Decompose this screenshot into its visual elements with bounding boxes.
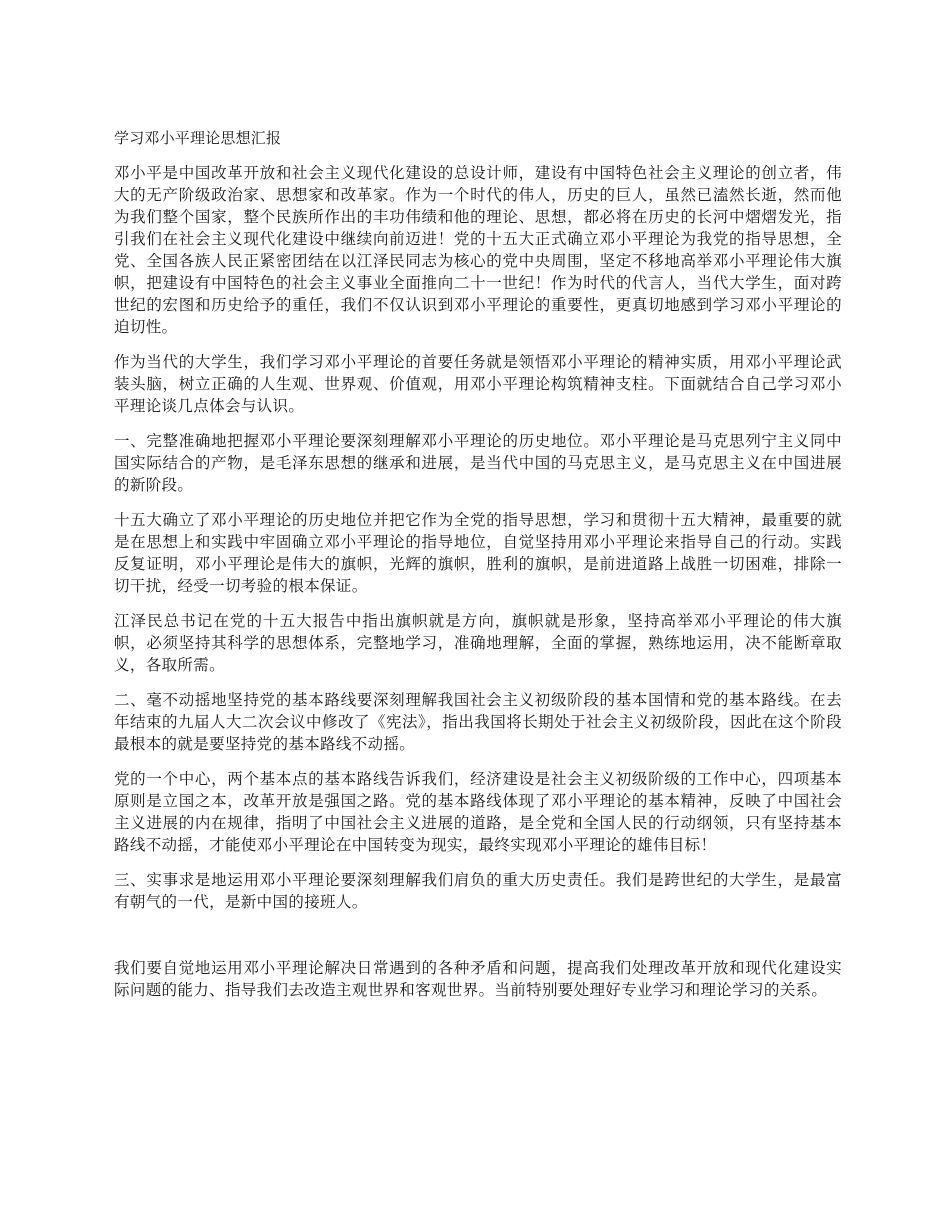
paragraph-fifteenth-congress: 十五大确立了邓小平理论的历史地位并把它作为全党的指导思想，学习和贯彻十五大精神，最重要的就是在思想上和实践中牢固确立邓小平理论的指导地位，自觉坚持用邓小平理论来指导自己的行动。实践反复证明，邓小平理论是伟大的旗帜，光辉的旗帜，胜利的旗帜，是前进道路上战胜一切困难，排除一切干扰，经受一切考验的根本保证。 <box>114 511 842 595</box>
paragraph-conclusion: 我们要自觉地运用邓小平理论解决日常遇到的各种矛盾和问题，提高我们处理改革开放和现代化建设实际问题的能力、指导我们去改造主观世界和客观世界。当前特别要处理好专业学习和理论学习的关系。 <box>114 959 842 999</box>
paragraph-point-one: 一、完整准确地把握邓小平理论要深刻理解邓小平理论的历史地位。邓小平理论是马克思列宁主义同中国实际结合的产物，是毛泽东思想的继承和进展，是当代中国的马克思主义，是马克思主义在中国进展的新阶段。 <box>114 432 842 494</box>
paragraph-task: 作为当代的大学生，我们学习邓小平理论的首要任务就是领悟邓小平理论的精神实质，用邓小平理论武装头脑，树立正确的人生观、世界观、价值观，用邓小平理论构筑精神支柱。下面就结合自己学习邓小平理论谈几点体会与认识。 <box>114 353 842 415</box>
paragraph-point-two: 二、毫不动摇地坚持党的基本路线要深刻理解我国社会主义初级阶段的基本国情和党的基本路线。在去年结束的九届人大二次会议中修改了《宪法》，指出我国将长期处于社会主义初级阶段，因此在这个阶段最根本的就是要坚持党的基本路线不动摇。 <box>114 691 842 753</box>
paragraph-intro: 邓小平是中国改革开放和社会主义现代化建设的总设计师，建设有中国特色社会主义理论的创立者，伟大的无产阶级政治家、思想家和改革家。作为一个时代的伟人，历史的巨人，虽然已溘然长逝，然而他为我们整个国家，整个民族所作出的丰功伟绩和他的理论、思想，都必将在历史的长河中熠熠发光，指引我们在社会主义现代化建设中继续向前迈进！党的十五大正式确立邓小平理论为我党的指导思想，全党、全国各族人民正紧密团结在以江泽民同志为核心的党中央周围，坚定不移地高举邓小平理论伟大旗帜，把建设有中国特色的社会主义事业全面推向二十一世纪！作为时代的代言人，当代大学生，面对跨世纪的宏图和历史给予的重任，我们不仅认识到邓小平理论的重要性，更真切地感到学习邓小平理论的迫切性。 <box>114 164 842 336</box>
paragraph-banner: 江泽民总书记在党的十五大报告中指出旗帜就是方向，旗帜就是形象，坚持高举邓小平理论的伟大旗帜，必须坚持其科学的思想体系，完整地学习，准确地理解，全面的掌握，熟练地运用，决不能断章取义，各取所需。 <box>114 612 842 674</box>
document-title: 学习邓小平理论思想汇报 <box>114 129 282 147</box>
paragraph-point-three: 三、实事求是地运用邓小平理论要深刻理解我们肩负的重大历史责任。我们是跨世纪的大学生，是最富有朝气的一代，是新中国的接班人。 <box>114 871 842 911</box>
document-page <box>114 128 842 1014</box>
paragraph-basic-line: 党的一个中心，两个基本点的基本路线告诉我们，经济建设是社会主义初级阶级的工作中心，四项基本原则是立国之本，改革开放是强国之路。党的基本路线体现了邓小平理论的基本精神，反映了中国社会主义进展的内在规律，指明了中国社会主义进展的道路，是全党和全国人民的行动纲领，只有坚持基本路线不动摇，才能使邓小平理论在中国转变为现实，最终实现邓小平理论的雄伟目标！ <box>114 770 842 854</box>
